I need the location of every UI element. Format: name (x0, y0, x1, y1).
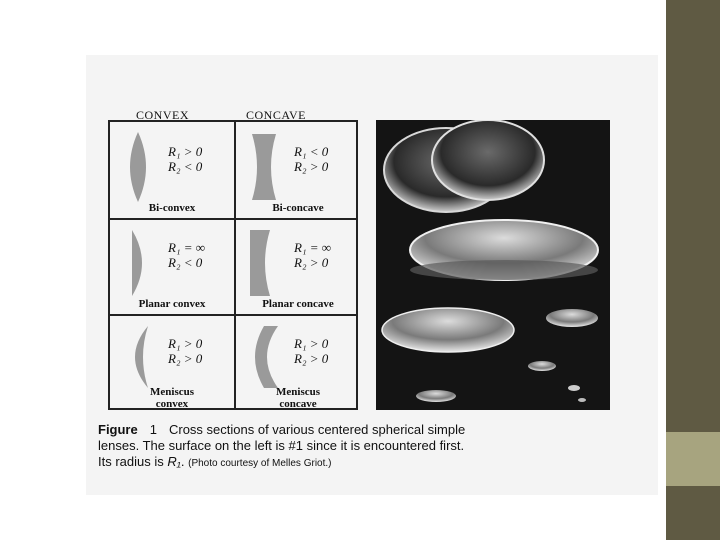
lens-cell-biconcave (236, 122, 360, 218)
lens-label: Bi-concave (272, 202, 324, 214)
caption-line-2: lenses. The surface on the left is #1 since it is encountered first. (98, 438, 465, 453)
caption-line-3-start: Its radius is (98, 454, 164, 469)
lens-label: Planar convex (138, 298, 206, 310)
lens-condition: R₁ = ∞ R₂ > 0 (294, 240, 332, 270)
lens-label: Planar concave (262, 298, 334, 310)
biconvex-lens-icon (118, 130, 158, 204)
planar-convex-lens-icon (118, 226, 158, 300)
lens-cell-meniscus-convex (110, 314, 234, 410)
caption-radius: R₁ (167, 454, 181, 469)
biconcave-lens-icon (244, 130, 284, 204)
lens-cell-biconvex (110, 122, 234, 218)
lens-label: Meniscus convex (150, 386, 194, 410)
lens-condition: R₁ < 0 R₂ > 0 (294, 144, 329, 174)
figure-word: Figure (98, 422, 138, 437)
glass-lenses-photo-icon (376, 120, 610, 410)
header-convex: CONVEX (136, 108, 189, 122)
lens-cell-planar-convex (110, 218, 234, 314)
lens-condition: R₁ > 0 R₂ > 0 (294, 336, 329, 366)
planar-concave-lens-icon (244, 226, 284, 300)
lens-condition: R₁ > 0 R₂ < 0 (168, 144, 203, 174)
lens-photo (376, 120, 610, 410)
lens-cell-meniscus-concave (236, 314, 360, 410)
lens-cell-planar-concave (236, 218, 360, 314)
caption-credit: (Photo courtesy of Melles Griot.) (188, 458, 332, 469)
lens-table (108, 120, 358, 410)
caption-line-1: Cross sections of various centered spherical simple (168, 422, 466, 437)
header-concave: CONCAVE (246, 108, 306, 122)
figure-number: 1 (149, 422, 157, 437)
lens-condition: R₁ > 0 R₂ > 0 (168, 336, 203, 366)
lens-label: Meniscus concave (276, 386, 320, 410)
figure-caption: Figure 1 Cross sections of various centered spherical simple lenses. The surface on the left is #1 since it is encountered first. Its radius is R₁. (Photo courtesy of Melles Griot.) (98, 422, 638, 472)
meniscus-concave-lens-icon (244, 322, 284, 392)
lens-condition: R₁ = ∞ R₂ < 0 (168, 240, 206, 270)
lens-label: Bi-convex (148, 202, 196, 214)
meniscus-convex-lens-icon (118, 322, 158, 392)
side-bar-accent (666, 432, 720, 486)
